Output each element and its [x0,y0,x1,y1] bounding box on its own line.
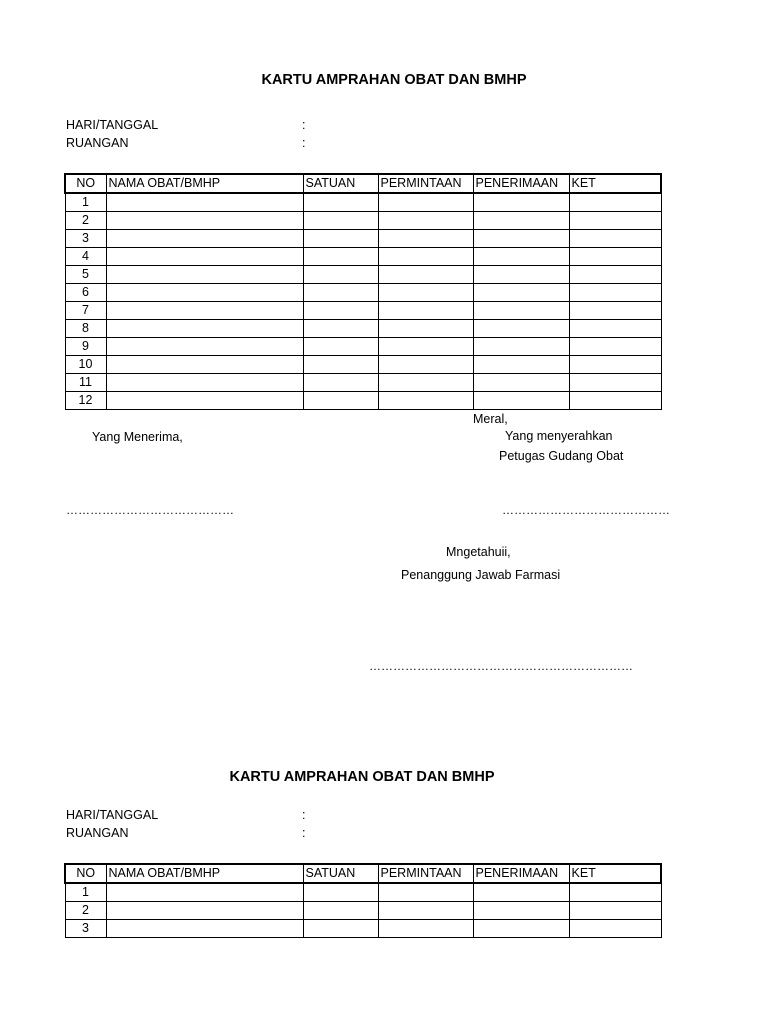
cell-request[interactable] [378,320,473,338]
cell-unit[interactable] [303,338,378,356]
cell-received[interactable] [473,266,569,284]
row-number: 2 [65,902,106,920]
table-row [65,374,661,392]
header-note: KET [569,174,661,193]
cell-unit[interactable] [303,302,378,320]
table-row [65,902,661,920]
header-received: PENERIMAAN [473,864,569,883]
cell-item-name[interactable] [106,212,303,230]
cell-item-name[interactable] [106,302,303,320]
cell-received[interactable] [473,392,569,410]
row-number: 2 [65,212,106,230]
cell-received[interactable] [473,284,569,302]
cell-unit[interactable] [303,230,378,248]
cell-unit[interactable] [303,212,378,230]
ack-label: Mngetahuii, [446,545,511,559]
header-item-name: NAMA OBAT/BMHP [106,864,303,883]
card2-date-colon: : [302,808,306,822]
cell-request[interactable] [378,374,473,392]
header-item-name: NAMA OBAT/BMHP [106,174,303,193]
header-unit: SATUAN [303,174,378,193]
cell-request[interactable] [378,356,473,374]
cell-unit[interactable] [303,284,378,302]
header-request: PERMINTAAN [378,864,473,883]
cell-received[interactable] [473,320,569,338]
cell-note[interactable] [569,374,661,392]
row-number: 7 [65,302,106,320]
cell-item-name[interactable] [106,902,303,920]
table-row [65,212,661,230]
cell-item-name[interactable] [106,356,303,374]
cell-note[interactable] [569,902,661,920]
header-note: KET [569,864,661,883]
table-row [65,248,661,266]
cell-note[interactable] [569,883,661,902]
cell-unit[interactable] [303,902,378,920]
row-number: 12 [65,392,106,410]
header-unit: SATUAN [303,864,378,883]
card2-title: KARTU AMPRAHAN OBAT DAN BMHP [229,769,495,785]
cell-received[interactable] [473,212,569,230]
giver-label: Yang menyerahkan [505,429,613,443]
cell-received[interactable] [473,230,569,248]
cell-note[interactable] [569,338,661,356]
row-number: 8 [65,320,106,338]
cell-note[interactable] [569,302,661,320]
cell-request[interactable] [378,902,473,920]
table-row [65,230,661,248]
cell-unit[interactable] [303,320,378,338]
cell-item-name[interactable] [106,320,303,338]
cell-note[interactable] [569,230,661,248]
table-row [65,338,661,356]
cell-request[interactable] [378,193,473,212]
cell-note[interactable] [569,193,661,212]
cell-item-name[interactable] [106,920,303,938]
cell-item-name[interactable] [106,338,303,356]
cell-note[interactable] [569,212,661,230]
card2-room-colon: : [302,826,306,840]
cell-item-name[interactable] [106,266,303,284]
cell-unit[interactable] [303,392,378,410]
table-header-row [65,174,661,193]
table-row [65,266,661,284]
row-number: 11 [65,374,106,392]
cell-item-name[interactable] [106,392,303,410]
cell-unit[interactable] [303,374,378,392]
cell-note[interactable] [569,356,661,374]
giver-signature-line: …………………………………… [502,503,670,517]
cell-received[interactable] [473,883,569,902]
cell-request[interactable] [378,883,473,902]
cell-unit[interactable] [303,193,378,212]
cell-note[interactable] [569,920,661,938]
cell-received[interactable] [473,193,569,212]
cell-unit[interactable] [303,266,378,284]
cell-request[interactable] [378,338,473,356]
header-received: PENERIMAAN [473,174,569,193]
row-number: 4 [65,248,106,266]
header-request: PERMINTAAN [378,174,473,193]
cell-request[interactable] [378,248,473,266]
ack-role: Penanggung Jawab Farmasi [401,568,561,582]
cell-note[interactable] [569,266,661,284]
cell-unit[interactable] [303,883,378,902]
table-header-row [65,864,661,883]
row-number: 6 [65,284,106,302]
cell-request[interactable] [378,392,473,410]
row-number: 1 [65,193,106,212]
cell-received[interactable] [473,902,569,920]
cell-item-name[interactable] [106,374,303,392]
cell-item-name[interactable] [106,284,303,302]
card1-date-label: HARI/TANGGAL [66,118,159,132]
cell-received[interactable] [473,374,569,392]
cell-request[interactable] [378,284,473,302]
card2-date-label: HARI/TANGGAL [66,808,159,822]
header-no: NO [65,174,106,193]
table-row [65,392,661,410]
table-row [65,284,661,302]
cell-item-name[interactable] [106,230,303,248]
header-no: NO [65,864,106,883]
card1-room-label: RUANGAN [66,136,129,150]
row-number: 1 [65,883,106,902]
cell-received[interactable] [473,302,569,320]
card1-request-table [64,173,662,410]
card1-room-colon: : [302,136,306,150]
card2-room-label: RUANGAN [66,826,129,840]
cell-note[interactable] [569,248,661,266]
table-row [65,883,661,902]
card2-request-table [64,863,662,938]
cell-note[interactable] [569,320,661,338]
row-number: 9 [65,338,106,356]
table-row [65,356,661,374]
sign-place: Meral, [473,412,508,426]
cell-request[interactable] [378,302,473,320]
cell-note[interactable] [569,284,661,302]
receiver-signature-line: …………………………………… [66,503,234,517]
receiver-label: Yang Menerima, [92,430,183,444]
row-number: 10 [65,356,106,374]
table-row [65,920,661,938]
cell-unit[interactable] [303,356,378,374]
row-number: 3 [65,920,106,938]
card1-title: KARTU AMPRAHAN OBAT DAN BMHP [261,72,527,88]
cell-note[interactable] [569,392,661,410]
cell-request[interactable] [378,212,473,230]
table-row [65,320,661,338]
row-number: 5 [65,266,106,284]
row-number: 3 [65,230,106,248]
cell-item-name[interactable] [106,883,303,902]
cell-unit[interactable] [303,920,378,938]
table-row [65,193,661,212]
cell-received[interactable] [473,356,569,374]
cell-received[interactable] [473,338,569,356]
cell-request[interactable] [378,920,473,938]
cell-item-name[interactable] [106,248,303,266]
card1-date-colon: : [302,118,306,132]
cell-request[interactable] [378,266,473,284]
ack-signature-line: ………………………………………………………… [369,659,633,673]
cell-received[interactable] [473,248,569,266]
cell-item-name[interactable] [106,193,303,212]
giver-role: Petugas Gudang Obat [499,449,624,463]
cell-request[interactable] [378,230,473,248]
cell-received[interactable] [473,920,569,938]
table-row [65,302,661,320]
cell-unit[interactable] [303,248,378,266]
